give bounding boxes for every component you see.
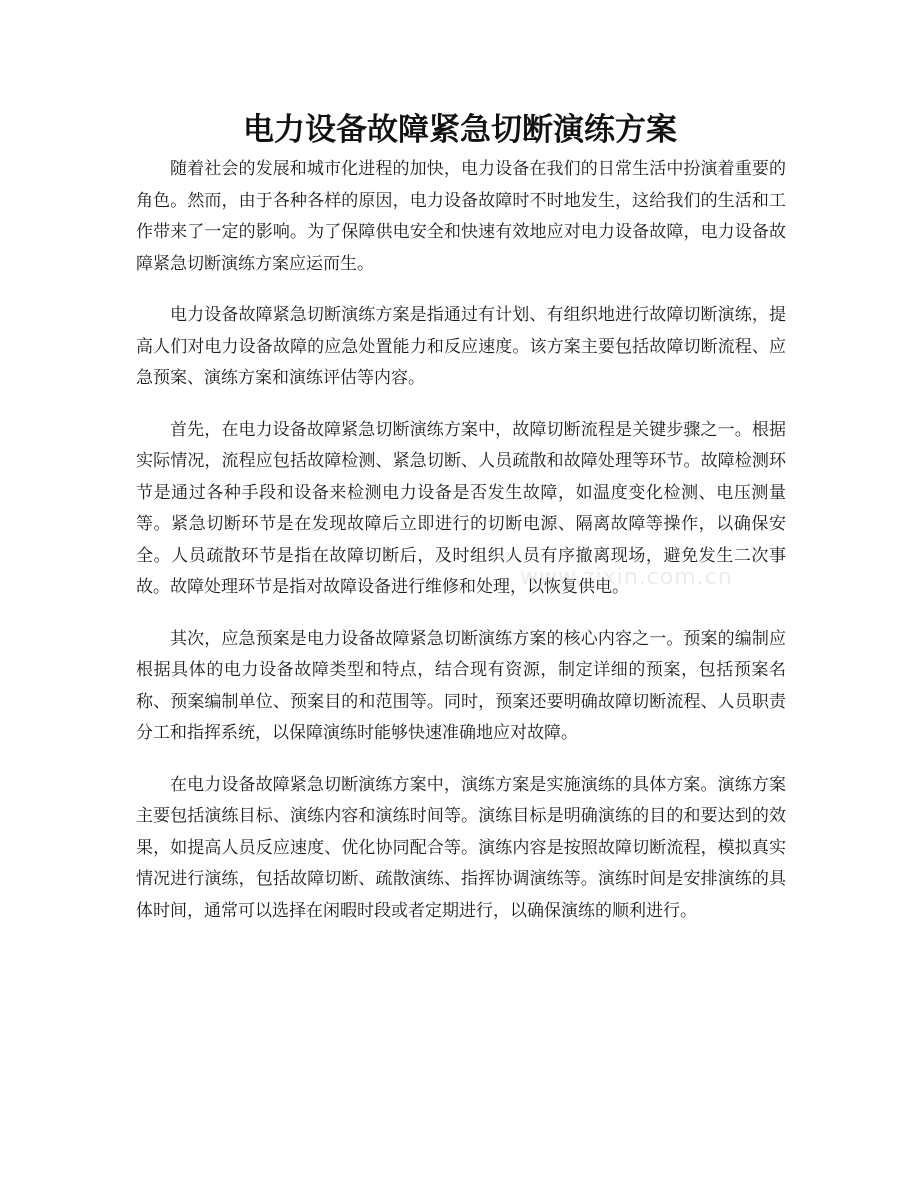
paragraph-5: 在电力设备故障紧急切断演练方案中，演练方案是实施演练的具体方案。演练方案主要包括演练目标、演练内容和演练时间等。演练目标是明确演练的目的和要达到的效果，如提高人员反应速度、优化协同配合等。演练内容是按照故障切断流程，模拟真实情况进行演练，包括故障切断、疏散演练、指挥协调演练等。演练时间是安排演练的具体时间，通常可以选择在闲暇时段或者定期进行，以确保演练的顺利进行。 [136,774,786,921]
watermark: www.zixin.com.cn [520,565,733,590]
document-title: 电力设备故障紧急切断演练方案 [243,112,677,148]
paragraph-4: 其次，应急预案是电力设备故障紧急切断演练方案的核心内容之一。预案的编制应根据具体的电力设备故障类型和特点，结合现有资源，制定详细的预案，包括预案名称、预案编制单位、预案目的和范围等。同时，预案还要明确故障切断流程、人员职责分工和指挥系统，以保障演练时能够快速准确地应对故障。 [136,628,786,743]
paragraph-3: 首先，在电力设备故障紧急切断演练方案中，故障切断流程是关键步骤之一。根据实际情况，流程应包括故障检测、紧急切断、人员疏散和故障处理等环节。故障检测环节是通过各种手段和设备来检测电力设备是否发生故障，如温度变化检测、电压测量等。紧急切断环节是在发现故障后立即进行的切断电源、隔离故障等操作，以确保安全。人员疏散环节是指在故障切断后，及时组织人员有序撤离现场，避免发生二次事故。故障处理环节是指对故障设备进行维修和处理，以恢复供电。 [136,419,786,597]
paragraph-1: 随着社会的发展和城市化进程的加快，电力设备在我们的日常生活中扮演着重要的角色。然而，由于各种各样的原因，电力设备故障时不时地发生，这给我们的生活和工作带来了一定的影响。为了保障供电安全和快速有效地应对电力设备故障，电力设备故障紧急切断演练方案应运而生。 [136,159,786,274]
paragraph-2: 电力设备故障紧急切断演练方案是指通过有计划、有组织地进行故障切断演练，提高人们对电力设备故障的应急处置能力和反应速度。该方案主要包括故障切断流程、应急预案、演练方案和演练评估等内容。 [136,305,786,388]
document-body [136,154,786,947]
